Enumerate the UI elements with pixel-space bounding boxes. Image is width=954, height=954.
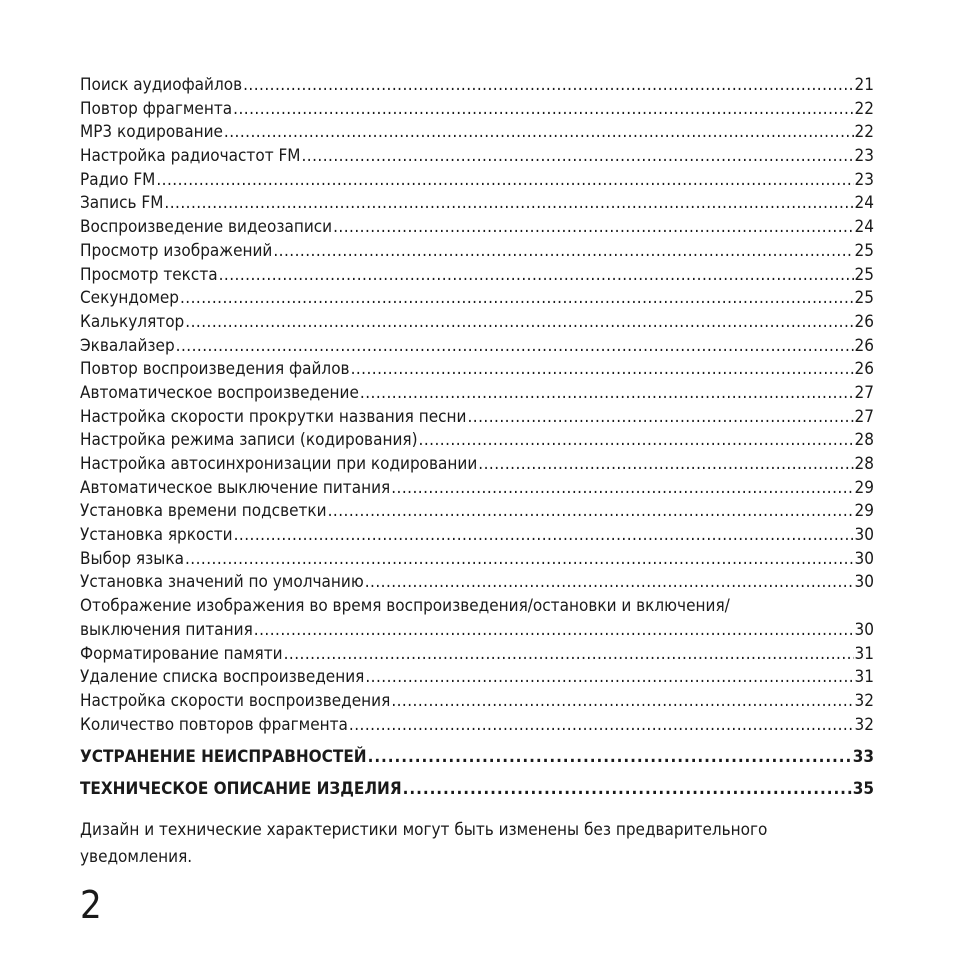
dot-leader: [254, 619, 854, 643]
toc-entry[interactable]: [80, 335, 874, 359]
toc-entry[interactable]: [80, 358, 874, 382]
toc-major-entry[interactable]: [80, 775, 874, 803]
toc-entry-page: 24: [854, 193, 874, 214]
toc-entry[interactable]: [80, 548, 874, 572]
dot-leader: [185, 548, 854, 572]
dot-leader: [219, 264, 854, 288]
dot-leader: [301, 145, 853, 169]
toc-entry-page: 26: [854, 311, 874, 332]
toc-entry[interactable]: [80, 500, 874, 524]
toc-entry[interactable]: [80, 666, 874, 690]
dot-leader: [224, 121, 854, 145]
toc-entry-page: 29: [854, 501, 874, 522]
toc-entry-title: Количество повторов фрагмента: [80, 714, 348, 735]
dot-leader: [176, 335, 854, 359]
toc-entry[interactable]: [80, 382, 874, 406]
toc-entry-page: 31: [854, 667, 874, 688]
toc-entry-title: Эквалайзер: [80, 335, 175, 356]
dot-leader: [468, 406, 854, 430]
toc-entry[interactable]: [80, 690, 874, 714]
toc-entry-page: 25: [854, 240, 874, 261]
dot-leader: [185, 311, 853, 335]
toc-entry-title: Воспроизведение видеозаписи: [80, 217, 333, 238]
toc-entry-page: 31: [854, 643, 874, 664]
toc-entry-title: Форматирование памяти: [80, 643, 283, 664]
toc-entry-title: Настройка режима записи (кодирования): [80, 430, 418, 451]
dot-leader: [273, 240, 853, 264]
toc-entry[interactable]: [80, 287, 874, 311]
toc-entry-title: Настройка радиочастот FM: [80, 146, 301, 167]
toc-entry-title: Просмотр изображений: [80, 240, 273, 261]
toc-entry[interactable]: [80, 524, 874, 548]
toc-entry[interactable]: [80, 619, 874, 643]
toc-entry[interactable]: [80, 74, 874, 98]
toc-entry-title: Поиск аудиофайлов: [80, 75, 243, 95]
dot-leader: [328, 500, 854, 524]
table-of-contents-page: [80, 74, 874, 871]
toc-entry-page: 27: [854, 406, 874, 427]
toc-entry-title: Удаление списка воспроизведения: [80, 667, 365, 688]
toc-entry-page: 30: [854, 525, 874, 546]
toc-entry-page: 23: [854, 169, 874, 190]
dot-leader: [243, 74, 853, 98]
toc-entry[interactable]: [80, 477, 874, 501]
dot-leader: [365, 571, 854, 595]
toc-entry-title: Настройка автосинхронизации при кодировании: [80, 454, 478, 474]
dot-leader: [333, 216, 853, 240]
dot-leader: [180, 287, 854, 311]
disclaimer-notice: Дизайн и технические характеристики могут быть изменены без предварительного уведомления.: [80, 820, 768, 868]
toc-entry-page: 24: [854, 217, 874, 238]
toc-entry[interactable]: [80, 145, 874, 169]
toc-entry-title: Радио FM: [80, 169, 156, 190]
toc-entry-page: 26: [854, 335, 874, 356]
toc-entry-page: 28: [854, 430, 874, 451]
toc-entry-title: Установка времени подсветки: [80, 501, 327, 522]
dot-leader: [349, 714, 854, 738]
toc-entry-page: 30: [854, 572, 874, 593]
toc-entry[interactable]: [80, 121, 874, 145]
toc-entry[interactable]: [80, 453, 874, 477]
toc-entry-title: Просмотр текста: [80, 264, 218, 285]
toc-list: [80, 74, 874, 803]
toc-entry[interactable]: [80, 169, 874, 193]
dot-leader: [403, 775, 852, 803]
dot-leader: [351, 358, 854, 382]
toc-entry-page: 22: [854, 122, 874, 143]
toc-entry[interactable]: [80, 643, 874, 667]
toc-entry[interactable]: [80, 714, 874, 738]
toc-major-entry[interactable]: [80, 743, 874, 771]
toc-entry-title-line1[interactable]: Отображение изображения во время воспроизведения/остановки и включения/: [80, 596, 730, 617]
toc-entry-title: Повтор воспроизведения файлов: [80, 359, 350, 380]
toc-entry-page: 29: [854, 477, 874, 498]
toc-entry-title: Калькулятор: [80, 311, 185, 332]
toc-entry-title: выключения питания: [80, 619, 253, 640]
dot-leader: [391, 477, 853, 501]
toc-entry-title: Запись FM: [80, 193, 164, 214]
toc-entry[interactable]: [80, 571, 874, 595]
dot-leader: [368, 743, 852, 771]
toc-entry-page: 25: [854, 288, 874, 309]
dot-leader: [478, 453, 853, 477]
toc-entry-page: 23: [854, 146, 874, 167]
dot-leader: [391, 690, 853, 714]
toc-entry-title: Настройка скорости прокрутки названия песни: [80, 406, 467, 427]
toc-entry[interactable]: [80, 311, 874, 335]
dot-leader: [164, 192, 853, 216]
toc-entry-page: 27: [854, 382, 874, 403]
toc-entry-title: Повтор фрагмента: [80, 98, 233, 119]
toc-entry-title: Секундомер: [80, 288, 179, 309]
toc-entry-title: MP3 кодирование: [80, 122, 223, 143]
toc-entry-title: Выбор языка: [80, 548, 184, 569]
toc-entry[interactable]: [80, 264, 874, 288]
toc-entry-title: Установка яркости: [80, 525, 233, 546]
dot-leader: [234, 524, 854, 548]
toc-major-title: УСТРАНЕНИЕ НЕИСПРАВНОСТЕЙ: [80, 747, 367, 768]
toc-major-page: 35: [852, 779, 874, 800]
toc-entry[interactable]: [80, 98, 874, 122]
dot-leader: [360, 382, 854, 406]
toc-entry-page: 22: [854, 98, 874, 119]
toc-entry-title: Настройка скорости воспроизведения: [80, 690, 391, 711]
toc-major-page: 33: [852, 747, 874, 768]
dot-leader: [365, 666, 853, 690]
toc-entry[interactable]: [80, 429, 874, 453]
toc-entry-page: 32: [854, 714, 874, 735]
toc-entry-page: 28: [854, 454, 874, 474]
toc-entry-page: 21: [854, 75, 874, 95]
toc-entry[interactable]: [80, 240, 874, 264]
dot-leader: [284, 643, 854, 667]
toc-entry-page: 26: [854, 359, 874, 380]
toc-entry[interactable]: [80, 406, 874, 430]
toc-major-title: ТЕХНИЧЕСКОЕ ОПИСАНИЕ ИЗДЕЛИЯ: [80, 779, 402, 800]
toc-entry-title: Автоматическое воспроизведение: [80, 382, 359, 403]
toc-entry[interactable]: [80, 192, 874, 216]
toc-entry-page: 25: [854, 264, 874, 285]
toc-entry-page: 30: [854, 619, 874, 640]
page-number: 2: [80, 883, 102, 927]
dot-leader: [419, 429, 854, 453]
dot-leader: [233, 98, 853, 122]
toc-entry-page: 30: [854, 548, 874, 569]
toc-entry-title: Автоматическое выключение питания: [80, 477, 391, 498]
toc-entry-title: Установка значений по умолчанию: [80, 572, 364, 593]
toc-entry[interactable]: [80, 216, 874, 240]
dot-leader: [156, 169, 853, 193]
toc-entry-page: 32: [854, 690, 874, 711]
